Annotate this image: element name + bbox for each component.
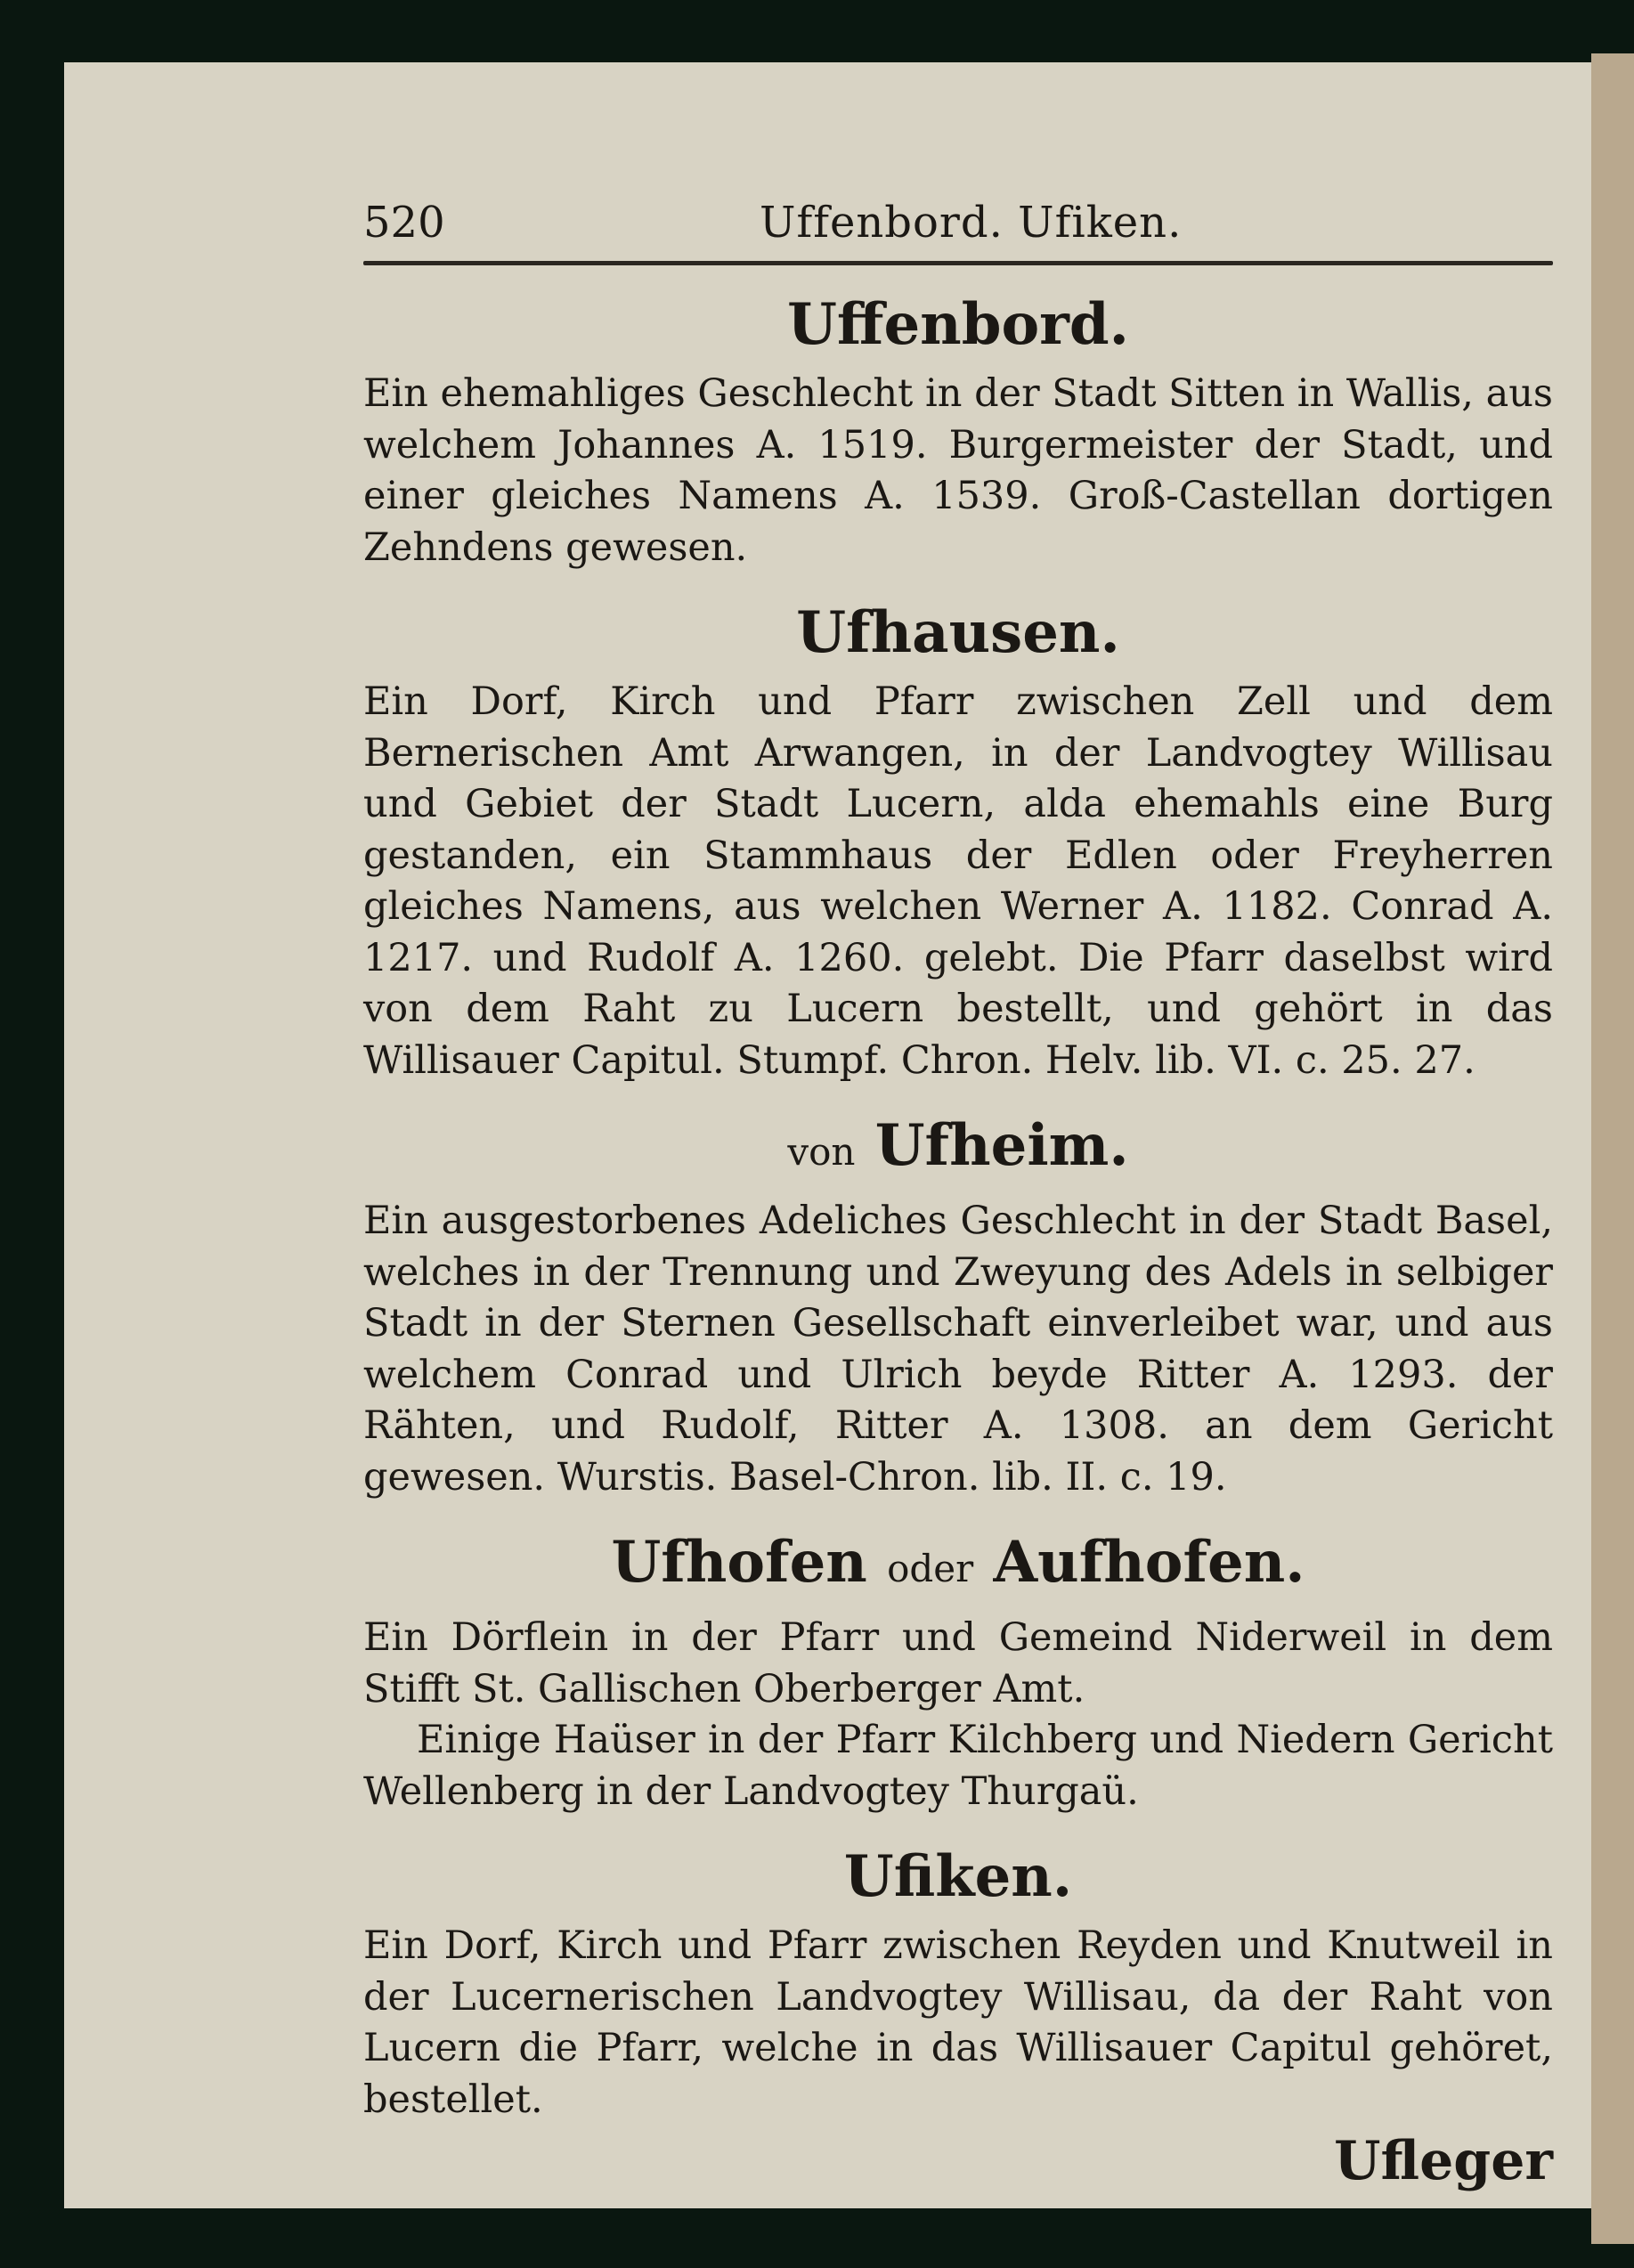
entry-heading-ufiken: Ufiken. <box>843 1843 1073 1910</box>
entry-heading-ufheim <box>363 1106 1553 1192</box>
entry-heading-uffenbord: Uffenbord. <box>787 291 1129 358</box>
page-number: 520 <box>363 198 445 248</box>
entry-heading-ufhausen: Ufhausen. <box>796 599 1120 666</box>
running-title: Uffenbord. Ufiken. <box>760 198 1183 248</box>
running-head <box>363 191 1553 254</box>
heading-prefix: von <box>787 1130 856 1174</box>
heading-main: Ufheim. <box>874 1112 1129 1179</box>
entry-text-ufhofen-2: Einige Haüser in der Pfarr Kilchberg und Niedern Gericht Wellenberg in der Landvogtey Thurgaü. <box>363 1718 1553 1814</box>
page-content <box>363 191 1553 2197</box>
heading-alternate: Aufhofen. <box>993 1529 1305 1596</box>
entry-text-ufhofen: Ein Dörflein in der Pfarr und Gemeind Niderweil in dem Stifft St. Gallischen Oberberger Amt. <box>363 1615 1553 1711</box>
catchword: Ufleger <box>1334 2130 1553 2192</box>
heading-main: Ufhofen <box>611 1529 867 1596</box>
heading-conjunction: oder <box>887 1547 974 1590</box>
entry-text-ufiken: Ein Dorf, Kirch und Pfarr zwischen Reyden und Knutweil in der Lucernerischen Landvogtey Willisau, da der Raht von Lucern die Pfarr, welche in das Willisauer Capitul gehöret, bestellet. <box>363 1923 1553 2122</box>
header-rule <box>363 261 1553 265</box>
entry-text-ufheim: Ein ausgestorbenes Adeliches Geschlecht in der Stadt Basel, welches in der Trennung und Zweyung des Adels in selbiger Stadt in der Sternen Gesellschaft einverleibet war, und aus welchem Conrad und Ulrich beyde Ritter A. 1293. der Rähten, und Rudolf, Ritter A. 1308. an dem Gericht gewesen. Wurstis. Basel-Chron. lib. II. c. 19. <box>363 1199 1553 1500</box>
entry-heading-ufhofen <box>363 1523 1553 1609</box>
entry-text-uffenbord: Ein ehemahliges Geschlecht in der Stadt Sitten in Wallis, aus welchem Johannes A. 1519. Burgermeister der Stadt, und einer gleiches Namens A. 1539. Groß-Castellan dortigen Zehndens gewesen. <box>363 371 1553 570</box>
page-edge <box>1591 53 1634 2244</box>
entry-text-ufhausen: Ein Dorf, Kirch und Pfarr zwischen Zell und dem Bernerischen Amt Arwangen, in der Landvogtey Willisau und Gebiet der Stadt Lucern, alda ehemahls eine Burg gestanden, ein Stammhaus der Edlen oder Freyherren gleiches Namens, aus welchen Werner A. 1182. Conrad A. 1217. und Rudolf A. 1260. gelebt. Die Pfarr daselbst wird von dem Raht zu Lucern bestellt, und gehört in das Willisauer Capitul. Stumpf. Chron. Helv. lib. VI. c. 25. 27. <box>363 679 1553 1083</box>
